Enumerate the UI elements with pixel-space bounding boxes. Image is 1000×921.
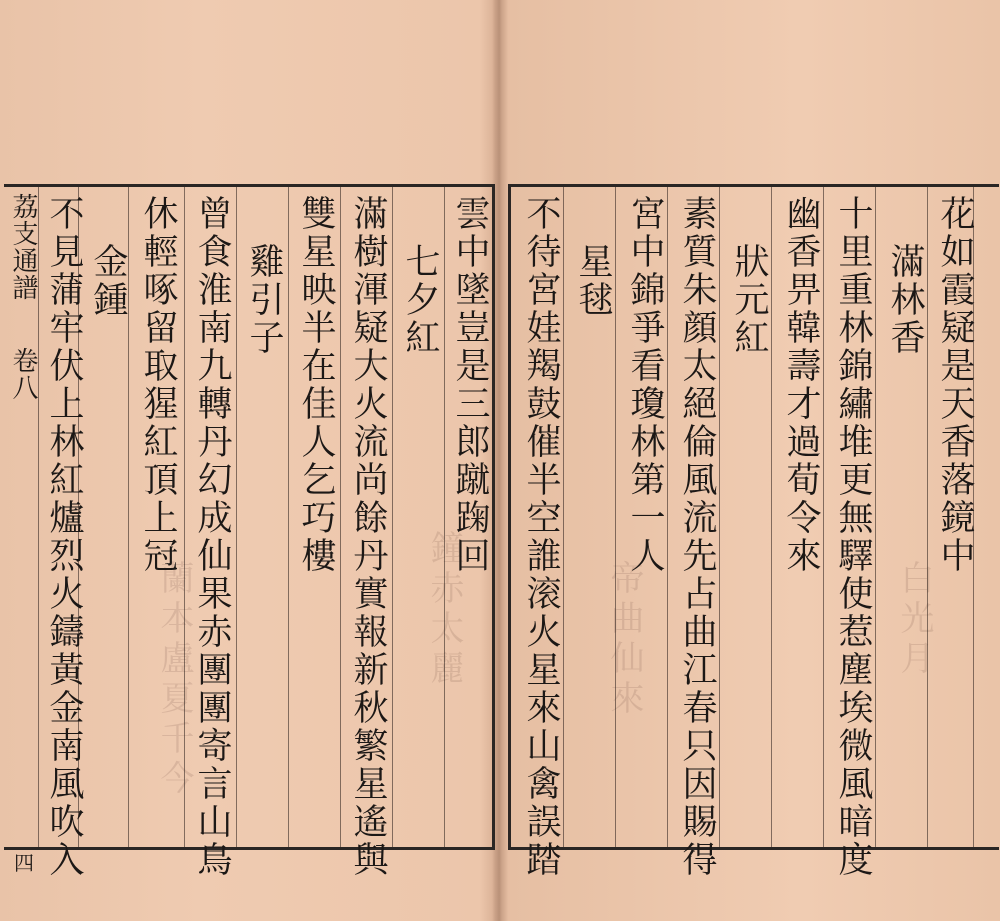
text-column: 雙星映半在佳人乞巧樓	[296, 195, 336, 575]
text-column: 花如霞疑是天香落鏡中	[935, 195, 975, 575]
text-column: 滿樹渾疑大火流尚餘丹實報新秋繁星遙與	[348, 195, 388, 879]
poem-title: 雞引子	[244, 243, 284, 357]
poem-title: 狀元紅	[729, 243, 769, 357]
poem-title: 星毬	[573, 243, 613, 319]
text-column: 十里重林錦繡堆更無驛使惹塵埃微風暗度	[833, 195, 873, 879]
text-column: 幽香畀韓壽才過荀令來	[781, 195, 821, 575]
text-column: 雲中墜豈是三郎蹴踘回	[450, 195, 490, 575]
text-column: 曾食淮南九轉丹幻成仙果赤團團寄言山鳥	[192, 195, 232, 879]
page-number: 四	[14, 851, 34, 875]
text-column: 不見蒲牢伏上林紅爐烈火鑄黃金南風吹入	[44, 195, 84, 879]
show-through-text: 帝曲仙來	[604, 560, 644, 720]
show-through-text: 鐘赤太麗	[424, 530, 464, 690]
show-through-text: 蘭本盧夏千今	[154, 560, 194, 800]
text-column: 宮中錦爭看瓊林第一人	[625, 195, 665, 575]
text-column: 休輕啄留取猩紅頂上冠	[138, 195, 178, 575]
margin-volume: 卷八	[8, 347, 38, 401]
text-column: 素質朱顔太絕倫風流先占曲江春只因賜得	[677, 195, 717, 879]
poem-title: 金鍾	[88, 243, 128, 319]
show-through-text: 白光月	[894, 560, 934, 680]
left-page-frame	[4, 184, 495, 879]
right-page-frame	[508, 184, 999, 879]
poem-title: 七夕紅	[400, 243, 440, 357]
text-column: 不待宮娃羯鼓催半空誰滚火星來山禽誤踏	[521, 195, 561, 879]
poem-title: 滿林香	[885, 243, 925, 357]
margin-title: 荔支通譜	[8, 193, 38, 301]
